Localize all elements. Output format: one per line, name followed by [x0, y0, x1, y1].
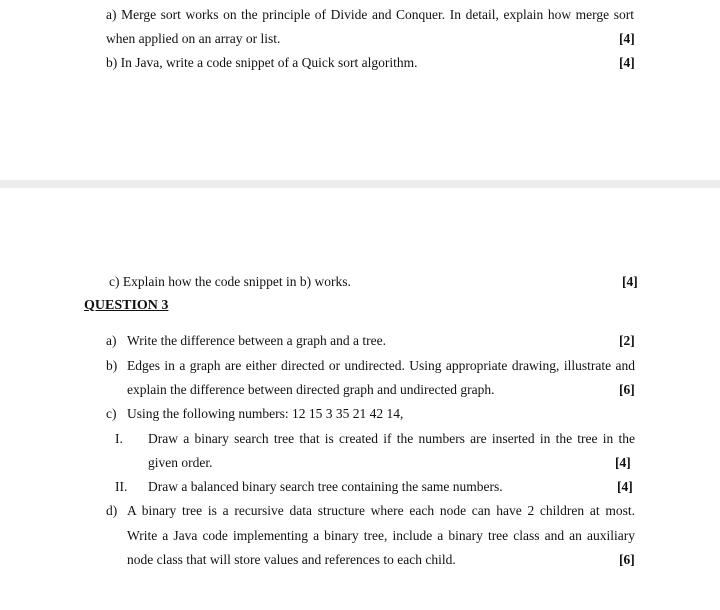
q3d-marks: [6]	[619, 552, 635, 567]
q2b-text: b) In Java, write a code snippet of a Quick sort algorithm.	[106, 55, 418, 70]
q3d-line-3: node class that will store values and references to each child.	[127, 552, 456, 567]
q2c-text: c) Explain how the code snippet in b) works.	[109, 274, 351, 289]
q3a-marks: [2]	[619, 333, 635, 348]
q3a-text: Write the difference between a graph and a tree.	[127, 333, 386, 348]
q3b-line-1: Edges in a graph are either directed or undirected. Using appropriate drawing, illustrate and	[127, 358, 635, 373]
q2a-marks: [4]	[619, 31, 635, 46]
exam-page-bottom	[0, 188, 720, 610]
q2a-line-1: a) Merge sort works on the principle of Divide and Conquer. In detail, explain how merge sort	[106, 7, 634, 22]
q3c-ii-label: II.	[115, 479, 128, 494]
q3b-line-2: explain the difference between directed graph and undirected graph.	[127, 382, 495, 397]
q3c-ii-marks: [4]	[617, 479, 633, 494]
q3b-label: b)	[106, 358, 118, 373]
q3d-label: d)	[106, 503, 118, 518]
q3b-marks: [6]	[619, 382, 635, 397]
q3c-i-line-2: given order.	[148, 455, 213, 470]
q3c-i-line-1: Draw a binary search tree that is created if the numbers are inserted in the tree in the	[148, 431, 635, 446]
exam-page-top	[0, 0, 720, 180]
q3c-ii-text: Draw a balanced binary search tree containing the same numbers.	[148, 479, 503, 494]
question-3-heading: QUESTION 3	[84, 298, 169, 313]
q3d-line-1: A binary tree is a recursive data structure where each node can have 2 children at most.	[127, 503, 635, 518]
q2b-marks: [4]	[619, 55, 635, 70]
q3c-label: c)	[106, 406, 117, 421]
q3c-i-marks: [4]	[615, 455, 631, 470]
q3a-label: a)	[106, 333, 117, 348]
q3d-line-2: Write a Java code implementing a binary tree, include a binary tree class and an auxiliary	[127, 528, 635, 543]
q2c-marks: [4]	[622, 274, 638, 289]
q2a-line-2: when applied on an array or list.	[106, 31, 281, 46]
q3c-text: Using the following numbers: 12 15 3 35 21 42 14,	[127, 406, 404, 421]
page-separator	[0, 180, 720, 188]
q3c-i-label: I.	[115, 431, 123, 446]
